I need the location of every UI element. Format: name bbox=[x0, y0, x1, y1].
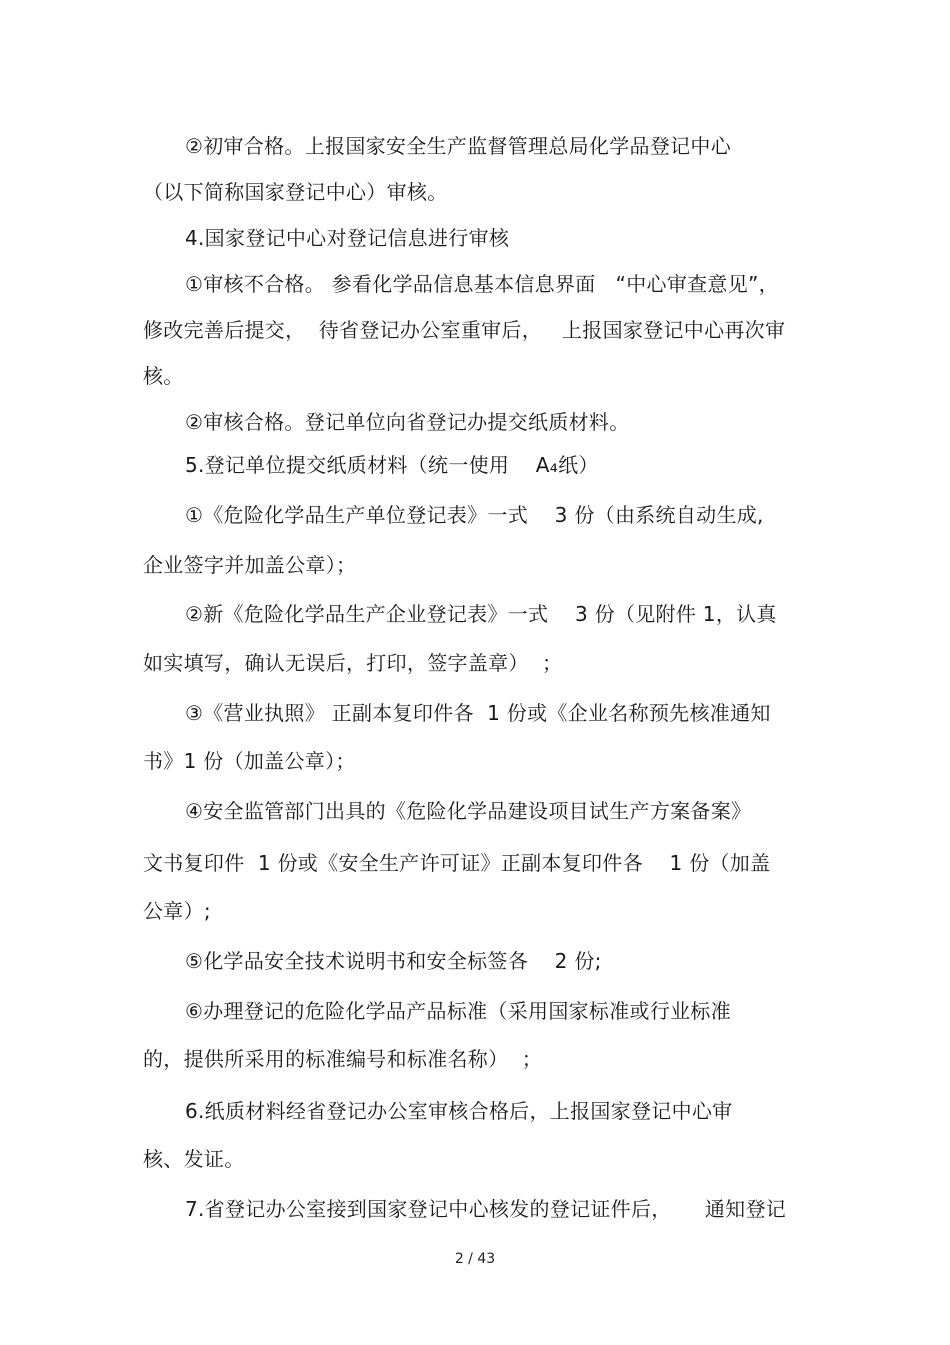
list-item-line: ①《危险化学品生产单位登记表》一式 3 份（由系统自动生成, bbox=[185, 503, 764, 527]
paragraph-line: 核、发证。 bbox=[143, 1147, 245, 1171]
paragraph-line: 修改完善后提交， 待省登记办公室重审后， 上报国家登记中心再次审 bbox=[143, 318, 786, 342]
list-item-line: ⑤化学品安全技术说明书和安全标签各 2 份; bbox=[185, 949, 602, 973]
list-item-line: ⑥办理登记的危险化学品产品标准（采用国家标准或行业标准 bbox=[185, 999, 732, 1023]
list-item-line: 如实填写，确认无误后，打印，签字盖章） ； bbox=[143, 651, 563, 675]
paragraph-line: ①审核不合格。 参看化学品信息基本信息界面 “中心审查意见”， bbox=[185, 272, 779, 296]
list-item-line: 文书复印件 1 份或《安全生产许可证》正副本复印件各 1 份（加盖 bbox=[143, 851, 771, 875]
paragraph-line: ②初审合格。上报国家安全生产监督管理总局化学品登记中心 bbox=[185, 134, 732, 158]
list-item-line: ②新《危险化学品生产企业登记表》一式 3 份（见附件 1，认真 bbox=[185, 602, 777, 626]
section-heading: 7.省登记办公室接到国家登记中心核发的登记证件后， 通知登记 bbox=[185, 1197, 787, 1221]
list-item-line: 书》1 份（加盖公章）； bbox=[143, 749, 356, 773]
list-item-line: ④安全监管部门出具的《危险化学品建设项目试生产方案备案》 bbox=[185, 799, 752, 823]
list-item-line: 企业签字并加盖公章）； bbox=[143, 553, 357, 577]
section-heading: 6.纸质材料经省登记办公室审核合格后，上报国家登记中心审 bbox=[185, 1099, 733, 1123]
section-heading: 5.登记单位提交纸质材料（统一使用 A₄纸） bbox=[185, 453, 599, 477]
section-heading: 4.国家登记中心对登记信息进行审核 bbox=[185, 226, 510, 250]
paragraph-line: ②审核合格。登记单位向省登记办提交纸质材料。 bbox=[185, 410, 630, 434]
paragraph-line: 核。 bbox=[143, 364, 184, 388]
list-item-line: 的，提供所采用的标准编号和标准名称） ； bbox=[143, 1047, 543, 1071]
list-item-line: ③《营业执照》 正副本复印件各 1 份或《企业名称预先核准通知 bbox=[185, 701, 771, 725]
page-number: 2 / 43 bbox=[454, 1251, 496, 1267]
paragraph-line: （以下简称国家登记中心）审核。 bbox=[143, 180, 448, 204]
list-item-line: 公章）; bbox=[143, 899, 211, 923]
